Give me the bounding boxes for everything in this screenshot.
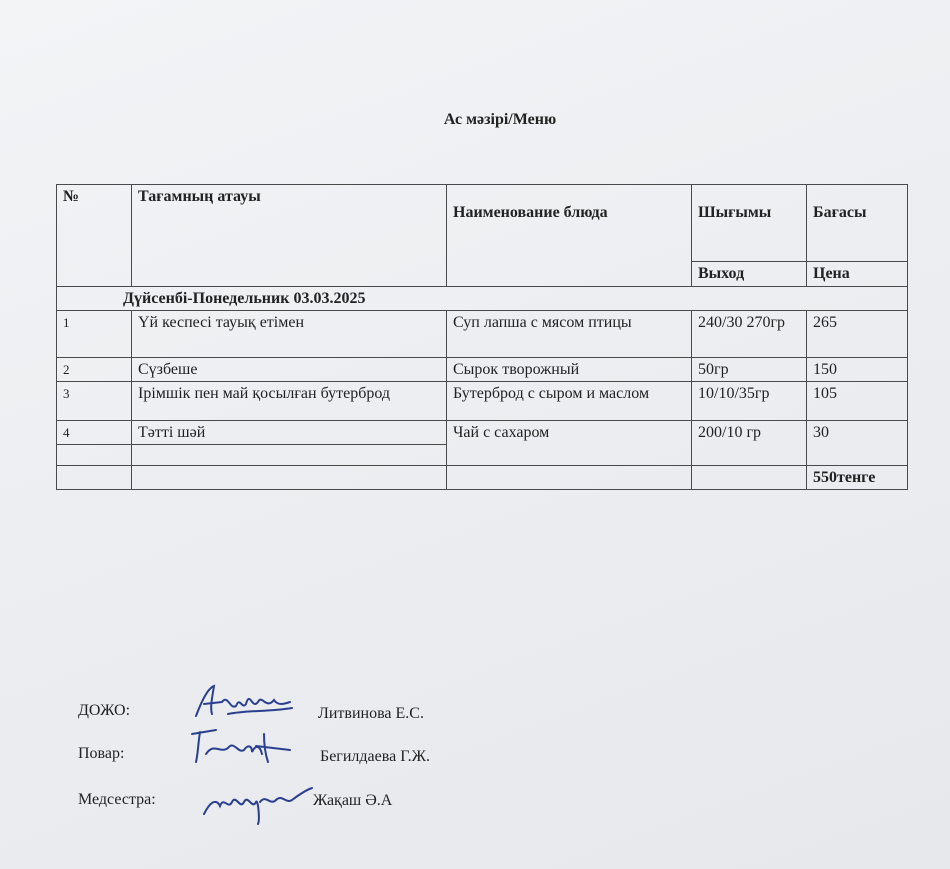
row-name-ru: Сырок творожный — [447, 358, 692, 382]
table-row — [57, 421, 908, 445]
row-name-ru: Суп лапша с мясом птицы — [447, 311, 692, 358]
menu-table — [56, 184, 908, 490]
row-output: 200/10 гр — [692, 421, 807, 466]
row-name-ru: Чай с сахаром — [447, 421, 692, 466]
table-row — [57, 311, 908, 358]
row-price: 150 — [807, 358, 908, 382]
header-price-ru: Цена — [807, 262, 908, 287]
empty-cell — [132, 445, 447, 466]
table-row — [57, 358, 908, 382]
document-title: Ас мәзірі/Меню — [443, 111, 557, 128]
header-price-kz: Бағасы — [807, 185, 908, 262]
row-output: 50гр — [692, 358, 807, 382]
total-value: 550тенге — [807, 466, 908, 490]
row-price: 265 — [807, 311, 908, 358]
empty-cell — [132, 466, 447, 490]
signature-role-nurse: Медсестра: — [78, 791, 156, 808]
empty-cell — [692, 466, 807, 490]
row-name-ru: Бутерброд с сыром и маслом — [447, 382, 692, 421]
signature-name-zhakash: Жақаш Ә.А — [313, 792, 393, 809]
signature-scrawl-begildaeva — [186, 724, 296, 768]
row-price: 30 — [807, 421, 908, 466]
signature-scrawl-litvinova — [188, 680, 298, 724]
day-label: Дүйсенбі-Понедельник 03.03.2025 — [57, 287, 908, 311]
table-header-row — [57, 185, 908, 262]
row-number: 3 — [57, 382, 132, 421]
header-name-kz: Тағамның атауы — [132, 185, 447, 287]
signature-role-dozho: ДОЖО: — [78, 702, 131, 719]
signature-name-litvinova: Литвинова Е.С. — [318, 705, 424, 722]
signature-scrawl-zhakash — [196, 776, 316, 826]
header-output-ru: Выход — [692, 262, 807, 287]
row-name-kz: Үй кеспесі тауық етімен — [132, 311, 447, 358]
empty-cell — [447, 466, 692, 490]
empty-cell — [57, 466, 132, 490]
header-number: № — [57, 185, 132, 287]
header-output-kz: Шығымы — [692, 185, 807, 262]
row-name-kz: Сүзбеше — [132, 358, 447, 382]
table-row — [57, 382, 908, 421]
row-output: 240/30 270гр — [692, 311, 807, 358]
row-number: 2 — [57, 358, 132, 382]
header-name-ru: Наименование блюда — [447, 185, 692, 287]
signature-role-cook: Повар: — [78, 745, 125, 762]
empty-cell — [57, 445, 132, 466]
row-name-kz: Тәтті шәй — [132, 421, 447, 445]
row-output: 10/10/35гр — [692, 382, 807, 421]
row-price: 105 — [807, 382, 908, 421]
day-row — [57, 287, 908, 311]
row-name-kz: Ірімшік пен май қосылған бутерброд — [132, 382, 447, 421]
total-row — [57, 466, 908, 490]
row-number: 1 — [57, 311, 132, 358]
row-number: 4 — [57, 421, 132, 445]
signature-name-begildaeva: Бегилдаева Г.Ж. — [320, 748, 430, 765]
